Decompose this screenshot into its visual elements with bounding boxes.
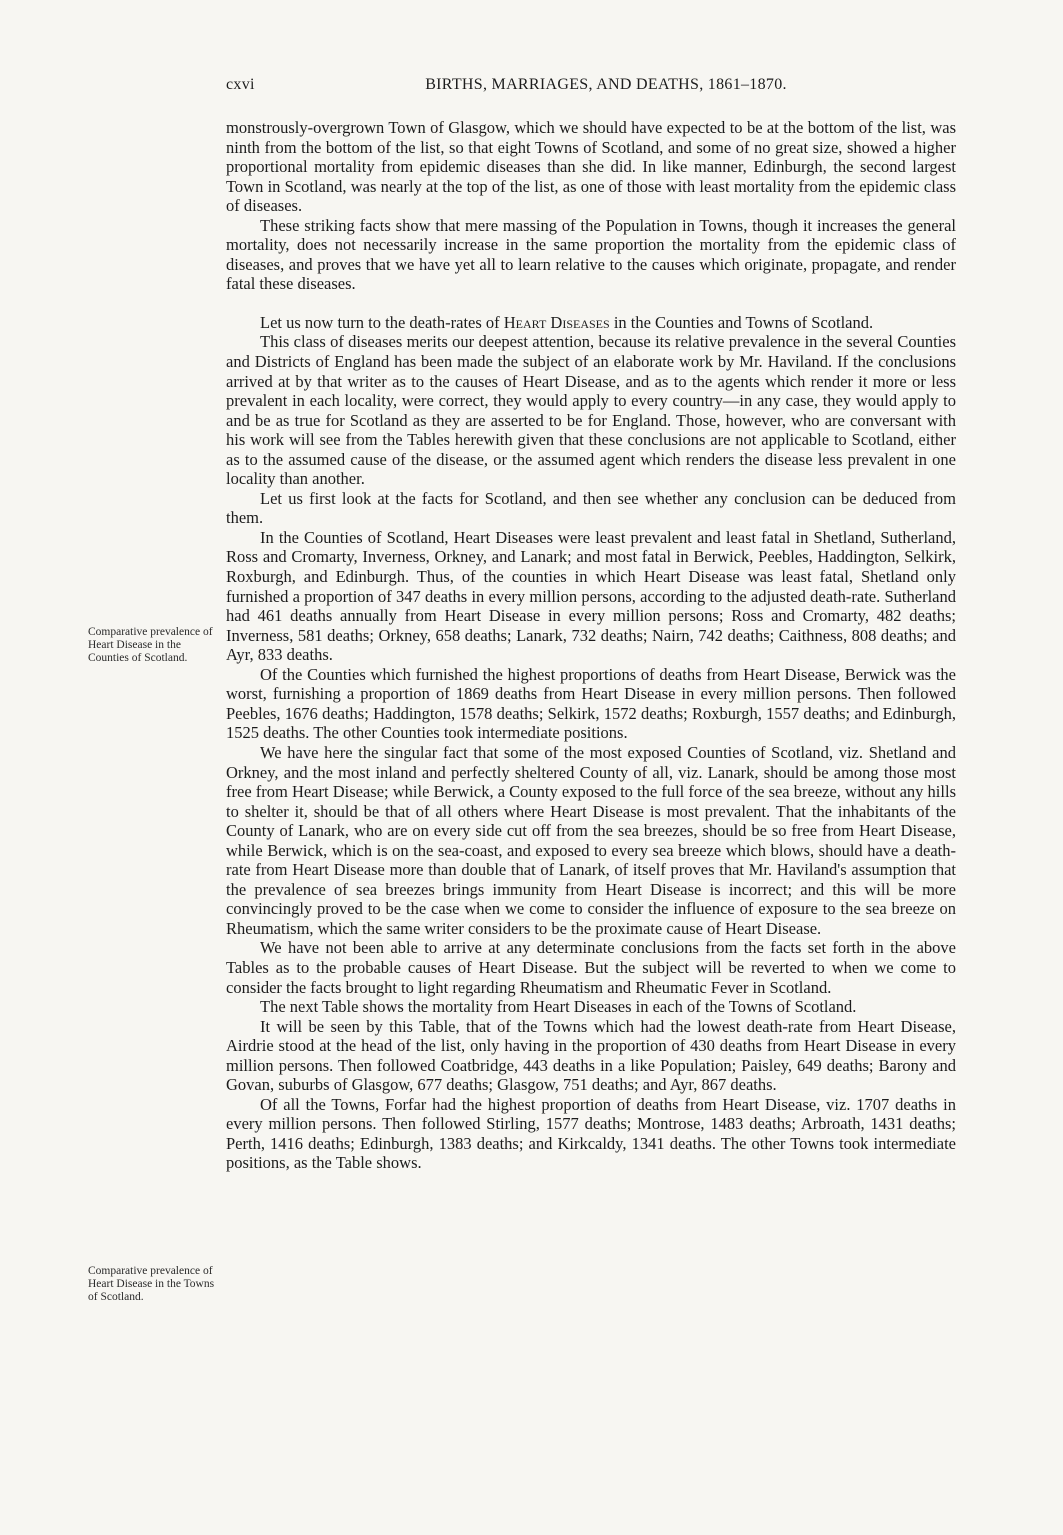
paragraph-10: The next Table shows the mortality from Heart Diseases in each of the Towns of Scotland. bbox=[260, 997, 857, 1017]
paragraph-8: We have here the singular fact that some of the most exposed Counties of Scotland, viz. Shetland and Orkney, and the most inland and perfectly sheltered County of all, viz. Lanark, should be among those most free from Heart Disease; while Berwick, a County exposed to the full force of the sea breeze, without any hills to shelter it, should be that of all others where Heart Disease is most prevalent. That the inhabitants of the County of Lanark, who are on every side cut off from the sea breezes, should be so free from Heart Disease, while Berwick, which is on the sea-coast, and exposed to every sea breeze which blows, should have a death-rate from Heart Disease more than double that of Lanark, of itself proves that Mr. Haviland's assumption that the prevalence of sea breezes brings immunity from Heart Disease is incorrect; and this will be more convincingly proved to be the case when we come to consider the influence of exposure to the sea breeze on Rheumatism, which the same writer considers to be the proximate cause of Heart Disease. bbox=[226, 742, 956, 938]
paragraph-6: In the Counties of Scotland, Heart Diseases were least prevalent and least fatal in Shetland, Sutherland, Ross and Cromarty, Inverness, Orkney, and Lanark; and most fatal in Berwick, Peebles, Haddington, Selkirk, Roxburgh, and Edinburgh. Thus, of the counties in which Heart Disease was least fatal, Shetland only furnished a proportion of 347 deaths in every million persons, according to the adjusted death-rate. Sutherland had 461 deaths annually from Heart Disease in every million persons; Ross and Cromarty, 482 deaths; Inverness, 581 deaths; Orkney, 658 deaths; Lanark, 732 deaths; Nairn, 742 deaths; Caithness, 808 deaths; and Ayr, 833 deaths. bbox=[226, 527, 956, 665]
page-number: cxvi bbox=[226, 76, 255, 93]
paragraph-11: It will be seen by this Table, that of the Towns which had the lowest death-rate from Heart Disease, Airdrie stood at the head of the list, only having in the proportion of 430 deaths from Heart Disease in every million persons. Then followed Coatbridge, 443 deaths in a like Population; Paisley, 649 deaths; Barony and Govan, suburbs of Glasgow, 677 deaths; Glasgow, 751 deaths; and Ayr, 867 deaths. bbox=[226, 1016, 956, 1095]
running-header bbox=[226, 76, 956, 100]
running-title: BIRTHS, MARRIAGES, AND DEATHS, 1861–1870. bbox=[425, 76, 787, 93]
paragraph-3-end: in the Counties and Towns of Scotland. bbox=[609, 312, 874, 332]
heart-diseases-caps: Heart Diseases bbox=[503, 312, 610, 332]
paragraph-9: We have not been able to arrive at any determinate conclusions from the facts set forth in the above Tables as to the probable causes of Heart Disease. But the subject will be reverted to when we come to consider the facts brought to light regarding Rheumatism and Rheumatic Fever in Scotland. bbox=[226, 938, 956, 997]
paragraph-7: Of the Counties which furnished the highest proportions of deaths from Heart Disease, Berwick was the worst, furnishing a proportion of 1869 deaths from Heart Disease in every million persons. Then followed Peebles, 1676 deaths; Haddington, 1578 deaths; Selkirk, 1572 deaths; Roxburgh, 1557 deaths; and Edinburgh, 1525 deaths. The other Counties took intermediate positions. bbox=[226, 664, 956, 743]
sidenote-counties: Comparative prevalence of Heart Disease in the Counties of Scotland. bbox=[88, 626, 213, 664]
body-text bbox=[226, 118, 956, 1173]
paragraph-3-start: Let us now turn to the death-rates of bbox=[260, 312, 504, 332]
paragraph-1: monstrously-overgrown Town of Glasgow, which we should have expected to be at the bottom of the list, was ninth from the bottom of the list, so that eight Towns of Scotland, and some of no great size, showed a higher proportional mortality from epidemic diseases than she did. In like manner, Edinburgh, the second largest Town in Scotland, was nearly at the top of the list, as one of those with least mortality from the epidemic class of diseases. bbox=[226, 118, 956, 216]
paragraph-2: These striking facts show that mere massing of the Population in Towns, though it increases the general mortality, does not necessarily increase in the same proportion the mortality from the epidemic class of diseases, and proves that we have yet all to learn relative to the causes which originate, propagate, and render fatal these diseases. bbox=[226, 215, 956, 294]
paragraph-4: This class of diseases merits our deepest attention, because its relative prevalence in the several Counties and Districts of England has been made the subject of an elaborate work by Mr. Haviland. If the conclusions arrived at by that writer as to the causes of Heart Disease, and as to the agents which render it more or less prevalent in each locality, were correct, they would apply to every country—in any case, they would apply to and be as true for Scotland as they are asserted to be for England. Those, however, who are conversant with his work will see from the Tables herewith given that these conclusions are not applicable to Scotland, either as to the assumed cause of the disease, or the assumed agent which renders the disease less prevalent in one locality than another. bbox=[226, 332, 956, 489]
paragraph-12: Of all the Towns, Forfar had the highest proportion of deaths from Heart Disease, viz. 1707 deaths in every million persons. Then followed Stirling, 1577 deaths; Montrose, 1483 deaths; Arbroath, 1431 deaths; Perth, 1416 deaths; Edinburgh, 1383 deaths; and Kirkcaldy, 1341 deaths. The other Towns took intermediate positions, as the Table shows. bbox=[226, 1094, 956, 1173]
sidenote-towns: Comparative prevalence of Heart Disease in the Towns of Scotland. bbox=[88, 1265, 215, 1303]
paragraph-5: Let us first look at the facts for Scotland, and then see whether any conclusion can be deduced from them. bbox=[226, 488, 956, 528]
paragraph-3 bbox=[226, 313, 956, 333]
